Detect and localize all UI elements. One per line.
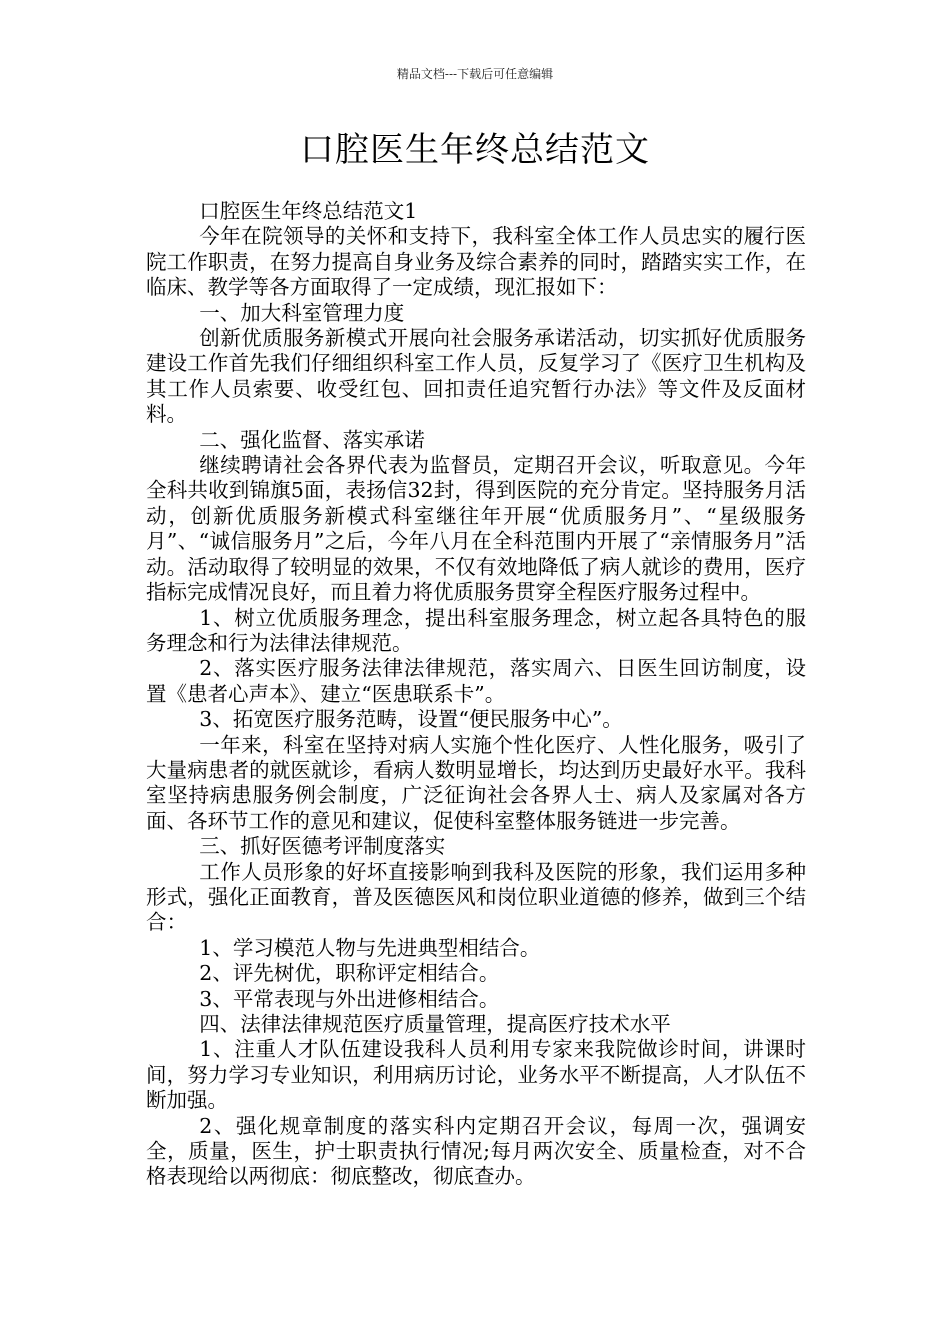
paragraph-subtitle: 口腔医生年终总结范文1	[199, 199, 418, 223]
paragraph: 创新优质服务新模式开展向社会服务承诺活动，切实抓好优质服务建设工作首先我们仔细组织科室工作人员，反复学习了《医疗卫生机构及其工作人员索要、收受红包、回扣责任追究暂行办法》等文件及反面材料。	[146, 326, 806, 427]
list-item: 2、评先树优，职称评定相结合。	[199, 961, 500, 986]
list-item: 1、学习模范人物与先进典型相结合。	[199, 935, 541, 960]
paragraph: 工作人员形象的好坏直接影响到我科及医院的形象，我们运用多种形式，强化正面教育，普及医德医风和岗位职业道德的修养，做到三个结合：	[146, 859, 806, 935]
section-heading-2: 二、强化监督、落实承诺	[199, 427, 425, 452]
list-item: 1、注重人才队伍建设我科人员利用专家来我院做诊时间，讲课时间，努力学习专业知识，利用病历讨论，业务水平不断提高，人才队伍不断加强。	[146, 1037, 806, 1113]
list-item: 3、拓宽医疗服务范畴，设置“便民服务中心”。	[199, 707, 623, 732]
document-title: 口腔医生年终总结范文	[300, 130, 650, 170]
paragraph-intro: 今年在院领导的关怀和支持下，我科室全体工作人员忠实的履行医院工作职责，在努力提高自身业务及综合素养的同时，踏踏实实工作，在临床、教学等各方面取得了一定成绩，现汇报如下：	[146, 224, 806, 300]
list-item: 2、落实医疗服务法律法律规范，落实周六、日医生回访制度，设置《患者心声本》、建立“医患联系卡”。	[146, 656, 806, 706]
section-heading-3: 三、抓好医德考评制度落实	[199, 834, 446, 859]
list-item: 2、强化规章制度的落实科内定期召开会议，每周一次，强调安全，质量，医生，护士职责执行情况;每月两次安全、质量检查，对不合格表现给以两彻底：彻底整改，彻底查办。	[146, 1113, 806, 1189]
document-body	[146, 199, 806, 1190]
section-heading-4: 四、法律法律规范医疗质量管理，提高医疗技术水平	[199, 1012, 671, 1036]
paragraph: 继续聘请社会各界代表为监督员，定期召开会议，听取意见。今年全科共收到锦旗5面，表扬信32封，得到医院的充分肯定。坚持服务月活动，创新优质服务新模式科室继往年开展“优质服务月”、“星级服务月”、“诚信服务月”之后，今年八月在全科范围内开展了“亲情服务月”活动。活动取得了较明显的效果，不仅有效地降低了病人就诊的费用，医疗指标完成情况良好，而且着力将优质服务贯穿全程医疗服务过程中。	[146, 453, 806, 605]
section-heading-1: 一、加大科室管理力度	[199, 300, 405, 325]
page-header: 精品文档---下载后可任意编辑	[396, 67, 554, 81]
paragraph: 一年来，科室在坚持对病人实施个性化医疗、人性化服务，吸引了大量病患者的就医就诊，看病人数明显增长，均达到历史最好水平。我科室坚持病患服务例会制度，广泛征询社会各界人士、病人及家属对各方面、各环节工作的意见和建议，促使科室整体服务链进一步完善。	[146, 732, 806, 833]
list-item: 3、平常表现与外出进修相结合。	[199, 986, 500, 1011]
list-item: 1、树立优质服务理念，提出科室服务理念，树立起各具特色的服务理念和行为法律法律规范。	[146, 605, 806, 655]
